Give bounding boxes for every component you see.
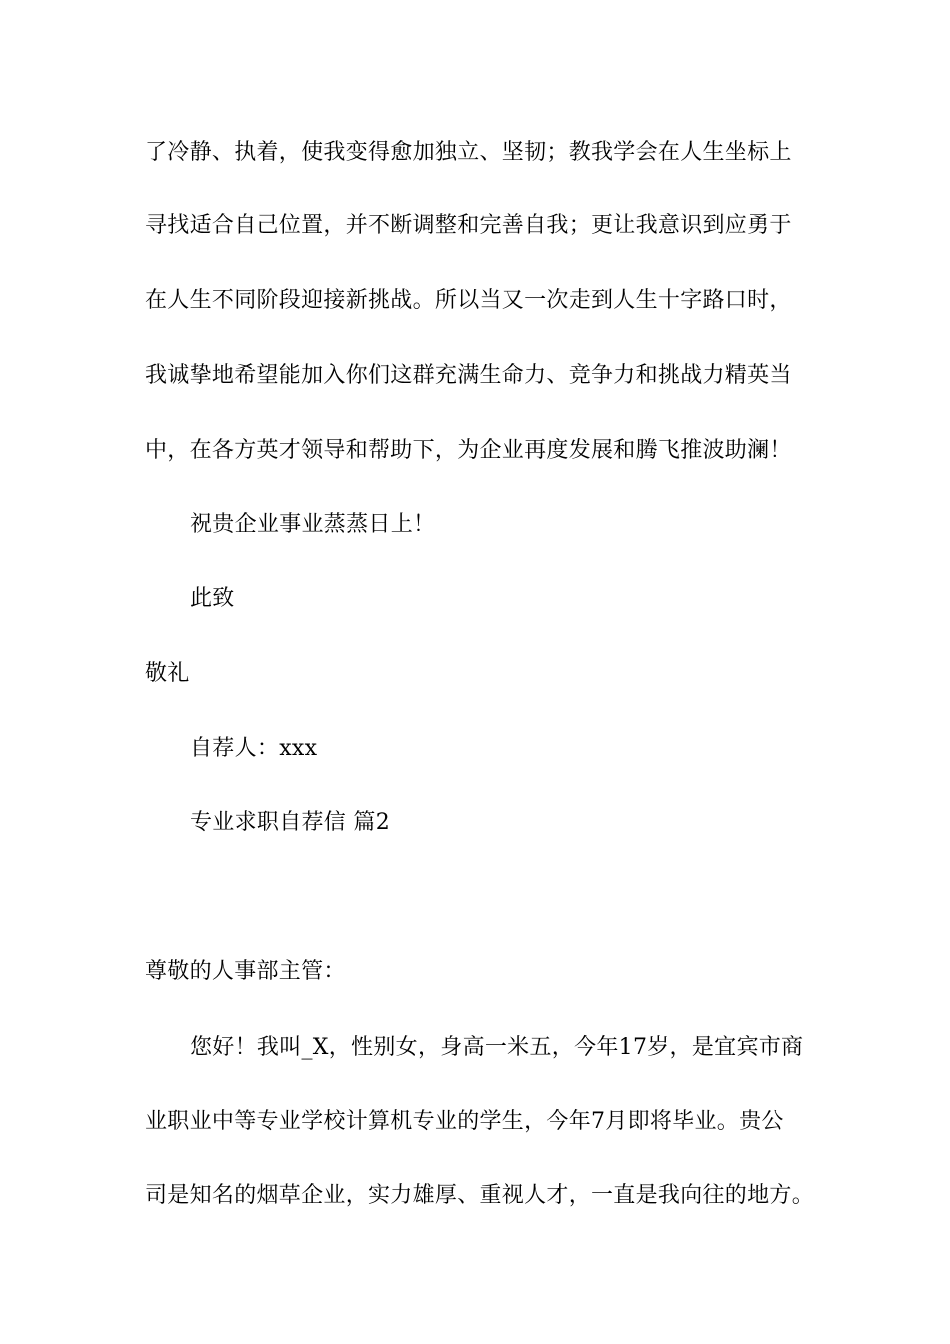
letter-greeting: 尊敬的人事部主管： xyxy=(145,959,346,984)
paragraph-line: 寻找适合自己位置，并不断调整和完善自我；更让我意识到应勇于 xyxy=(145,213,792,238)
paragraph-line: 中，在各方英才领导和帮助下，为企业再度发展和腾飞推波助澜！ xyxy=(145,438,792,463)
signature-line: 自荐人：xxx xyxy=(190,736,318,761)
paragraph-line: 了冷静、执着，使我变得愈加独立、坚韧；教我学会在人生坐标上 xyxy=(145,140,792,165)
closing-wish: 祝贵企业事业蒸蒸日上！ xyxy=(190,512,436,537)
paragraph-line: 我诚挚地希望能加入你们这群充满生命力、竞争力和挑战力精英当 xyxy=(145,363,792,388)
salutation-closing: 此致 xyxy=(190,586,235,611)
section-heading: 专业求职自荐信 篇2 xyxy=(190,810,390,835)
paragraph-line: 业职业中等专业学校计算机专业的学生，今年7月即将毕业。贵公 xyxy=(145,1109,784,1134)
paragraph-line: 您好！我叫_X，性别女，身高一米五，今年17岁，是宜宾市商 xyxy=(190,1035,804,1060)
salutation-respect: 敬礼 xyxy=(145,661,190,686)
paragraph-line: 司是知名的烟草企业，实力雄厚、重视人才，一直是我向往的地方。 xyxy=(145,1183,815,1208)
paragraph-line: 在人生不同阶段迎接新挑战。所以当又一次走到人生十字路口时， xyxy=(145,288,792,313)
